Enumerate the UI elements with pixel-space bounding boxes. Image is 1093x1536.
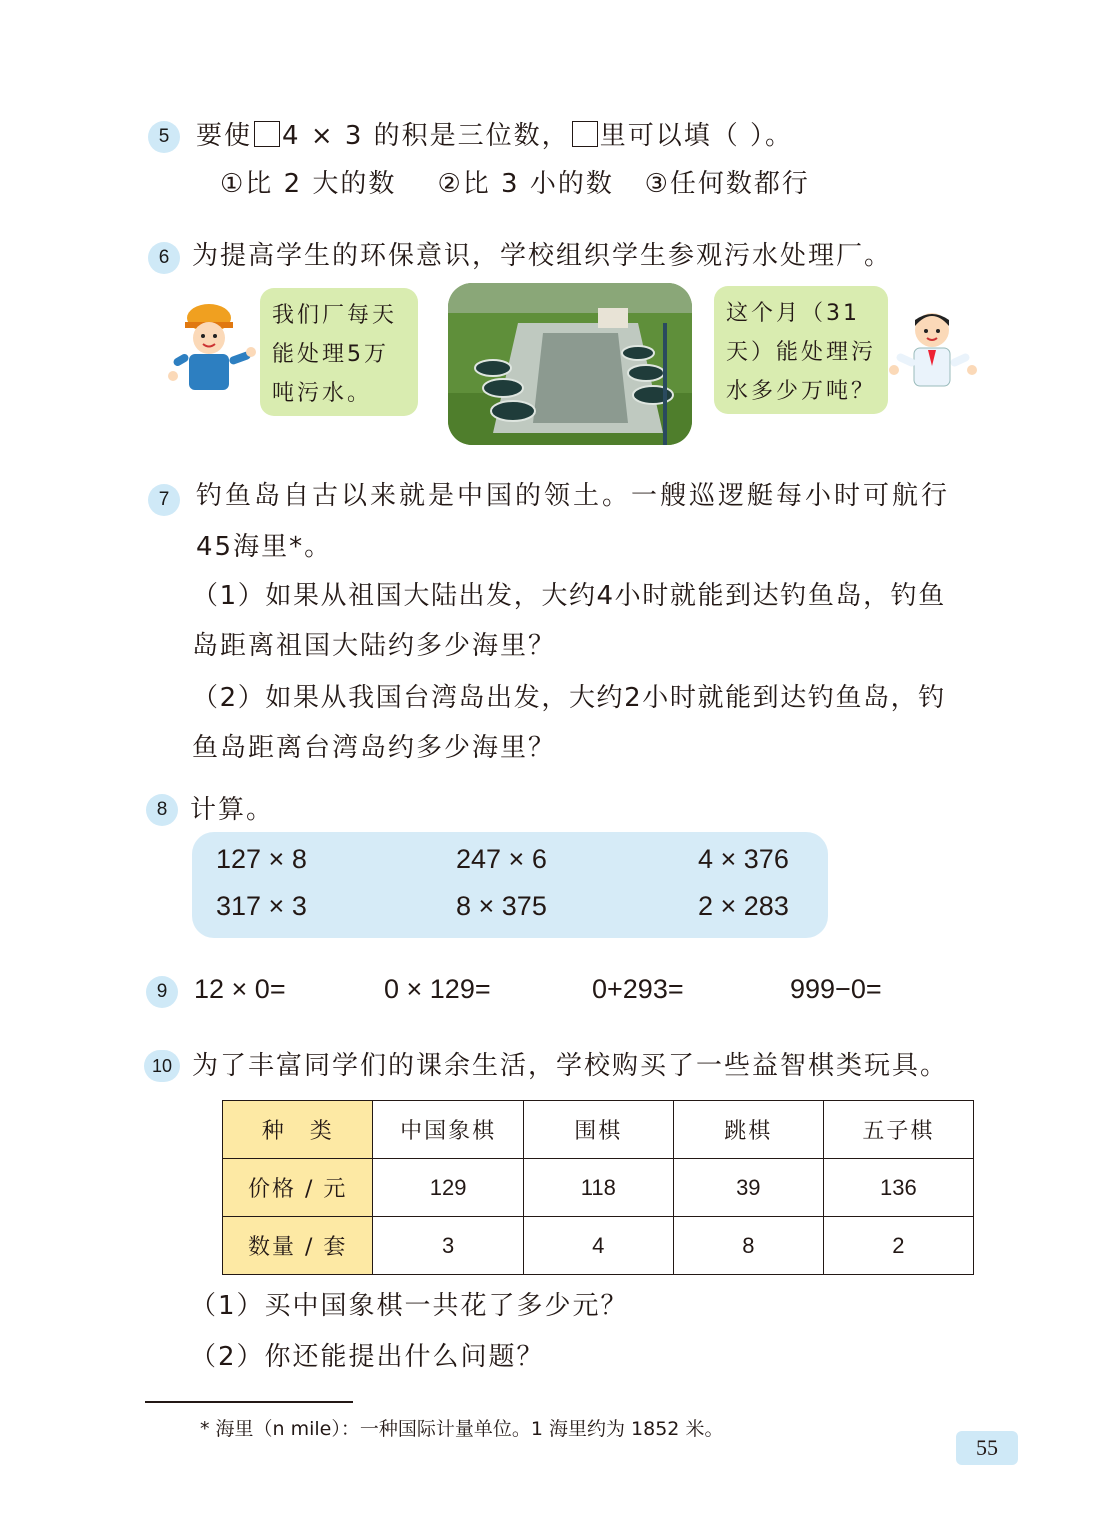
student-speech-bubble [714, 286, 888, 414]
toy-price-table [222, 1100, 974, 1275]
question-7-part1-b: 岛距离祖国大陆约多少海里？ [192, 631, 557, 661]
calc-item: 247 × 6 [456, 844, 547, 874]
footnote: * 海里（n mile）：一种国际计量单位。1 海里约为 1852 米。 [200, 1418, 724, 1440]
calc-item: 2 × 283 [698, 891, 789, 921]
q5-stem-c: 里可以填（ ）。 [599, 121, 793, 151]
bubble-line: 我们厂每天 [272, 303, 398, 328]
calc-item: 317 × 3 [216, 891, 307, 921]
quantity-cell: 3 [373, 1217, 523, 1275]
question-8-number: 8 [146, 794, 178, 826]
q9-item: 0+293= [592, 974, 684, 1004]
q9-item: 12 × 0= [194, 974, 286, 1004]
student-illustration [888, 306, 978, 392]
price-cell: 129 [373, 1159, 523, 1217]
table-header-cell: 围棋 [523, 1101, 673, 1159]
price-cell: 118 [523, 1159, 673, 1217]
question-8-stem: 计算。 [190, 795, 275, 825]
quantity-cell: 2 [823, 1217, 973, 1275]
q9-item: 0 × 129= [384, 974, 491, 1004]
table-row [223, 1159, 974, 1217]
bubble-line: 天）能处理污 [726, 340, 877, 365]
question-7-part1-a: （1）如果从祖国大陆出发，大约4小时就能到达钓鱼岛，钓鱼 [192, 581, 946, 611]
question-9-number: 9 [146, 976, 178, 1008]
question-5-options: ①比 2 大的数 ②比 3 小的数 ③任何数都行 [220, 169, 810, 199]
question-5-stem [196, 120, 793, 152]
quantity-label-cell: 数量 / 套 [223, 1217, 373, 1275]
worker-illustration [165, 296, 260, 396]
price-cell: 39 [673, 1159, 823, 1217]
question-7-part2-b: 鱼岛距离台湾岛约多少海里？ [192, 733, 557, 763]
question-7-line2: 45海里*。 [196, 532, 333, 562]
question-7-line1: 钓鱼岛自古以来就是中国的领土。一艘巡逻艇每小时可航行 [196, 481, 951, 511]
q5-stem-b: 4 × 3 的积是三位数， [282, 121, 570, 151]
question-10-sub1: （1）买中国象棋一共花了多少元？ [190, 1291, 629, 1321]
blank-box [254, 121, 280, 147]
worker-speech-bubble [260, 288, 418, 416]
question-6-stem: 为提高学生的环保意识，学校组织学生参观污水处理厂。 [192, 241, 893, 271]
bubble-line: 这个月（31 [726, 301, 860, 326]
q9-item: 999−0= [790, 974, 882, 1004]
blank-box [572, 121, 598, 147]
calc-item: 127 × 8 [216, 844, 307, 874]
calc-item: 4 × 376 [698, 844, 789, 874]
q5-stem-a: 要使 [196, 121, 253, 151]
footnote-divider [145, 1401, 353, 1403]
table-row [223, 1217, 974, 1275]
page-number: 55 [956, 1431, 1018, 1465]
table-header-cell: 种 类 [223, 1101, 373, 1159]
table-row [223, 1101, 974, 1159]
question-10-stem: 为了丰富同学们的课余生活，学校购买了一些益智棋类玩具。 [192, 1051, 949, 1081]
bubble-line: 水多少万吨？ [726, 379, 877, 404]
quantity-cell: 4 [523, 1217, 673, 1275]
question-10-sub2: （2）你还能提出什么问题？ [190, 1342, 545, 1372]
price-cell: 136 [823, 1159, 973, 1217]
calc-item: 8 × 375 [456, 891, 547, 921]
quantity-cell: 8 [673, 1217, 823, 1275]
table-header-cell: 跳棋 [673, 1101, 823, 1159]
question-7-number: 7 [148, 484, 180, 516]
table-header-cell: 中国象棋 [373, 1101, 523, 1159]
question-7-part2-a: （2）如果从我国台湾岛出发，大约2小时就能到达钓鱼岛，钓 [192, 683, 946, 713]
sewage-plant-photo [448, 283, 692, 445]
question-10-number: 10 [144, 1050, 180, 1082]
bubble-line: 吨污水。 [272, 381, 373, 406]
price-label-cell: 价格 / 元 [223, 1159, 373, 1217]
bubble-line: 能处理5万 [272, 342, 389, 367]
question-6-number: 6 [148, 242, 180, 274]
table-header-cell: 五子棋 [823, 1101, 973, 1159]
question-5-number: 5 [148, 121, 180, 153]
